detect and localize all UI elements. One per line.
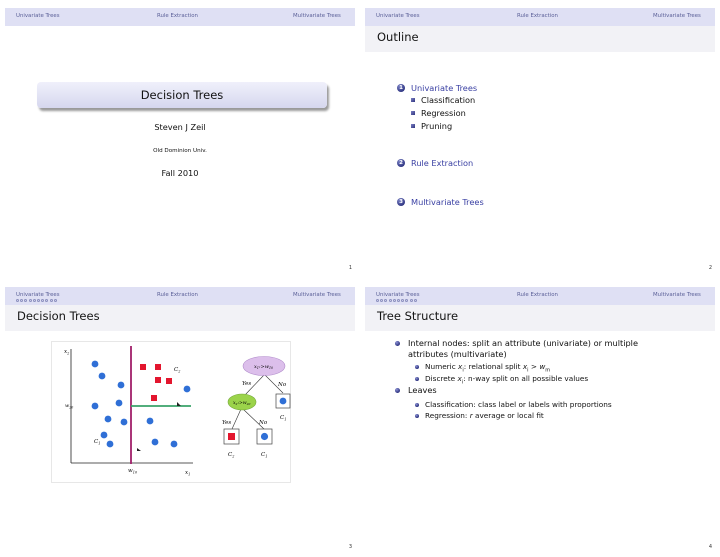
data-point-c1 bbox=[116, 400, 123, 407]
slide-outline bbox=[365, 8, 715, 274]
data-point-c1 bbox=[101, 432, 108, 439]
nav-progress-dots bbox=[16, 299, 57, 303]
node-second-label: $x_2:>w_{20}$ bbox=[233, 401, 251, 407]
nav-multivariate-trees[interactable]: Multivariate Trees bbox=[653, 13, 701, 19]
nav-rule-extraction[interactable]: Rule Extraction bbox=[157, 292, 198, 298]
data-point-c2 bbox=[155, 364, 161, 370]
nav-dot[interactable] bbox=[41, 299, 44, 302]
axis-label-x1: $x_1$ bbox=[185, 470, 191, 477]
toc-label: Univariate Trees bbox=[411, 83, 478, 93]
square-bullet-icon bbox=[411, 124, 415, 128]
nav-bar bbox=[365, 8, 715, 26]
nav-dot[interactable] bbox=[414, 299, 417, 302]
frame-title-bar bbox=[5, 305, 355, 331]
toc-sub-label: Pruning bbox=[421, 121, 453, 131]
nav-dot[interactable] bbox=[16, 299, 19, 302]
nav-rule-extraction[interactable]: Rule Extraction bbox=[517, 292, 558, 298]
toc-section-1[interactable] bbox=[397, 83, 477, 93]
frame-title: Tree Structure bbox=[377, 309, 459, 323]
toc-section-3[interactable] bbox=[397, 197, 484, 207]
toc-label: Rule Extraction bbox=[411, 158, 474, 168]
slide-tree-structure bbox=[365, 287, 715, 553]
square-bullet-icon bbox=[411, 98, 415, 102]
data-point-c1 bbox=[147, 418, 154, 425]
bullet-text: Leaves bbox=[408, 385, 437, 395]
data-point-c1 bbox=[118, 382, 125, 389]
frame-title: Decision Trees bbox=[17, 309, 100, 323]
page-number: 2 bbox=[708, 265, 712, 271]
data-point-c1 bbox=[92, 403, 99, 410]
author: Steven J Zeil bbox=[154, 122, 206, 132]
label-class-c1: $C_1$ bbox=[94, 439, 101, 446]
nav-dot[interactable] bbox=[29, 299, 32, 302]
nav-dot[interactable] bbox=[389, 299, 392, 302]
node-root-label: $x_1:>w_{10}$ bbox=[254, 364, 274, 371]
section-number-icon: 1 bbox=[397, 84, 405, 92]
ball-bullet-icon bbox=[415, 403, 419, 407]
data-point-c2 bbox=[155, 377, 161, 383]
nav-dot[interactable] bbox=[20, 299, 23, 302]
leaf-marker-c1 bbox=[261, 433, 268, 440]
bullet-leaves bbox=[395, 385, 437, 396]
sub-bullet-regression bbox=[415, 411, 544, 421]
data-point-c1 bbox=[92, 361, 99, 368]
nav-dot[interactable] bbox=[37, 299, 40, 302]
bullet-text: Numeric $x_i$: relational split $x_i > w_m$ bbox=[425, 362, 551, 374]
slide-decision-trees bbox=[5, 287, 355, 553]
section-number-icon: 3 bbox=[397, 198, 405, 206]
ball-bullet-icon bbox=[395, 388, 400, 393]
page-number: 1 bbox=[348, 265, 352, 271]
slide-title bbox=[5, 8, 355, 274]
nav-dot[interactable] bbox=[54, 299, 57, 302]
nav-dot[interactable] bbox=[405, 299, 408, 302]
nav-univariate-trees[interactable]: Univariate Trees bbox=[376, 13, 420, 19]
slide-title-text: Decision Trees bbox=[140, 88, 224, 102]
nav-univariate-trees[interactable]: Univariate Trees bbox=[376, 292, 420, 298]
nav-dot[interactable] bbox=[410, 299, 413, 302]
nav-dot[interactable] bbox=[380, 299, 383, 302]
leaf-marker-c2 bbox=[228, 433, 235, 440]
data-point-c1 bbox=[99, 373, 106, 380]
toc-section-2[interactable] bbox=[397, 158, 473, 168]
ball-bullet-icon bbox=[395, 341, 400, 346]
data-point-c1 bbox=[184, 386, 191, 393]
label-w20: $w_{20}$ bbox=[65, 403, 74, 410]
nav-dot[interactable] bbox=[33, 299, 36, 302]
nav-rule-extraction[interactable]: Rule Extraction bbox=[517, 13, 558, 19]
data-point-c1 bbox=[105, 416, 112, 423]
toc-subsection-regression[interactable] bbox=[411, 108, 466, 118]
nav-bar bbox=[5, 8, 355, 26]
nav-dot[interactable] bbox=[393, 299, 396, 302]
page-number: 4 bbox=[708, 544, 712, 550]
edge-label-no: No bbox=[278, 382, 287, 388]
nav-dot[interactable] bbox=[384, 299, 387, 302]
nav-dot[interactable] bbox=[397, 299, 400, 302]
data-point-c1 bbox=[152, 439, 159, 446]
nav-dot[interactable] bbox=[50, 299, 53, 302]
data-point-c2 bbox=[151, 395, 157, 401]
section-number-icon: 2 bbox=[397, 159, 405, 167]
toc-subsection-pruning[interactable] bbox=[411, 121, 452, 131]
ball-bullet-icon bbox=[415, 365, 419, 369]
nav-dot[interactable] bbox=[376, 299, 379, 302]
date: Fall 2010 bbox=[161, 168, 199, 178]
leaf-marker-c1 bbox=[280, 398, 287, 405]
nav-progress-dots bbox=[376, 299, 417, 303]
frame-title: Outline bbox=[377, 30, 419, 44]
bullet-text: Classification: class label or labels with proportions bbox=[425, 400, 612, 409]
nav-univariate-trees[interactable]: Univariate Trees bbox=[16, 292, 60, 298]
data-point-c1 bbox=[107, 441, 114, 448]
leaf-label-c1-right: $C_1$ bbox=[280, 415, 287, 422]
bullet-internal-nodes bbox=[395, 338, 695, 360]
frame-title-bar bbox=[365, 26, 715, 52]
leaf-label-c2: $C_2$ bbox=[228, 452, 235, 459]
edge-label-no: No bbox=[259, 420, 268, 426]
nav-bar bbox=[365, 287, 715, 305]
toc-sub-label: Classification bbox=[421, 95, 476, 105]
nav-dot[interactable] bbox=[45, 299, 48, 302]
leaf-label-c1: $C_1$ bbox=[261, 452, 268, 459]
label-class-c2: $C_2$ bbox=[174, 367, 181, 374]
nav-rule-extraction[interactable]: Rule Extraction bbox=[157, 13, 198, 19]
sub-bullet-classification bbox=[415, 400, 612, 410]
bullet-text: Discrete $x_i$: n-way split on all possible values bbox=[425, 374, 589, 386]
decision-tree-figure bbox=[51, 341, 291, 483]
square-bullet-icon bbox=[411, 111, 415, 115]
nav-dot[interactable] bbox=[24, 299, 27, 302]
toc-subsection-classification[interactable] bbox=[411, 95, 475, 105]
title-box bbox=[37, 82, 327, 108]
sub-bullet-discrete bbox=[415, 374, 588, 387]
frame-title-bar bbox=[365, 305, 715, 331]
data-point-c1 bbox=[171, 441, 178, 448]
nav-bar bbox=[5, 287, 355, 305]
ball-bullet-icon bbox=[415, 414, 419, 418]
edge-label-yes: Yes bbox=[222, 420, 232, 426]
label-w10: $w_{10}$ bbox=[128, 468, 138, 475]
data-point-c2 bbox=[140, 364, 146, 370]
nav-multivariate-trees[interactable]: Multivariate Trees bbox=[293, 13, 341, 19]
toc-sub-label: Regression bbox=[421, 108, 466, 118]
nav-multivariate-trees[interactable]: Multivariate Trees bbox=[653, 292, 701, 298]
page-number: 3 bbox=[348, 544, 352, 550]
edge-label-yes: Yes bbox=[242, 381, 252, 387]
ball-bullet-icon bbox=[415, 377, 419, 381]
toc-label: Multivariate Trees bbox=[411, 197, 484, 207]
nav-multivariate-trees[interactable]: Multivariate Trees bbox=[293, 292, 341, 298]
nav-dot[interactable] bbox=[401, 299, 404, 302]
bullet-text: Internal nodes: split an attribute (univariate) or multiple attributes (multivariate) bbox=[408, 338, 638, 359]
axis-label-x2: $x_2$ bbox=[64, 349, 70, 356]
nav-univariate-trees[interactable]: Univariate Trees bbox=[16, 13, 60, 19]
data-point-c2 bbox=[166, 378, 172, 384]
institution: Old Dominion Univ. bbox=[153, 148, 207, 154]
data-point-c1 bbox=[121, 419, 128, 426]
bullet-text: Regression: r average or local fit bbox=[425, 411, 544, 420]
